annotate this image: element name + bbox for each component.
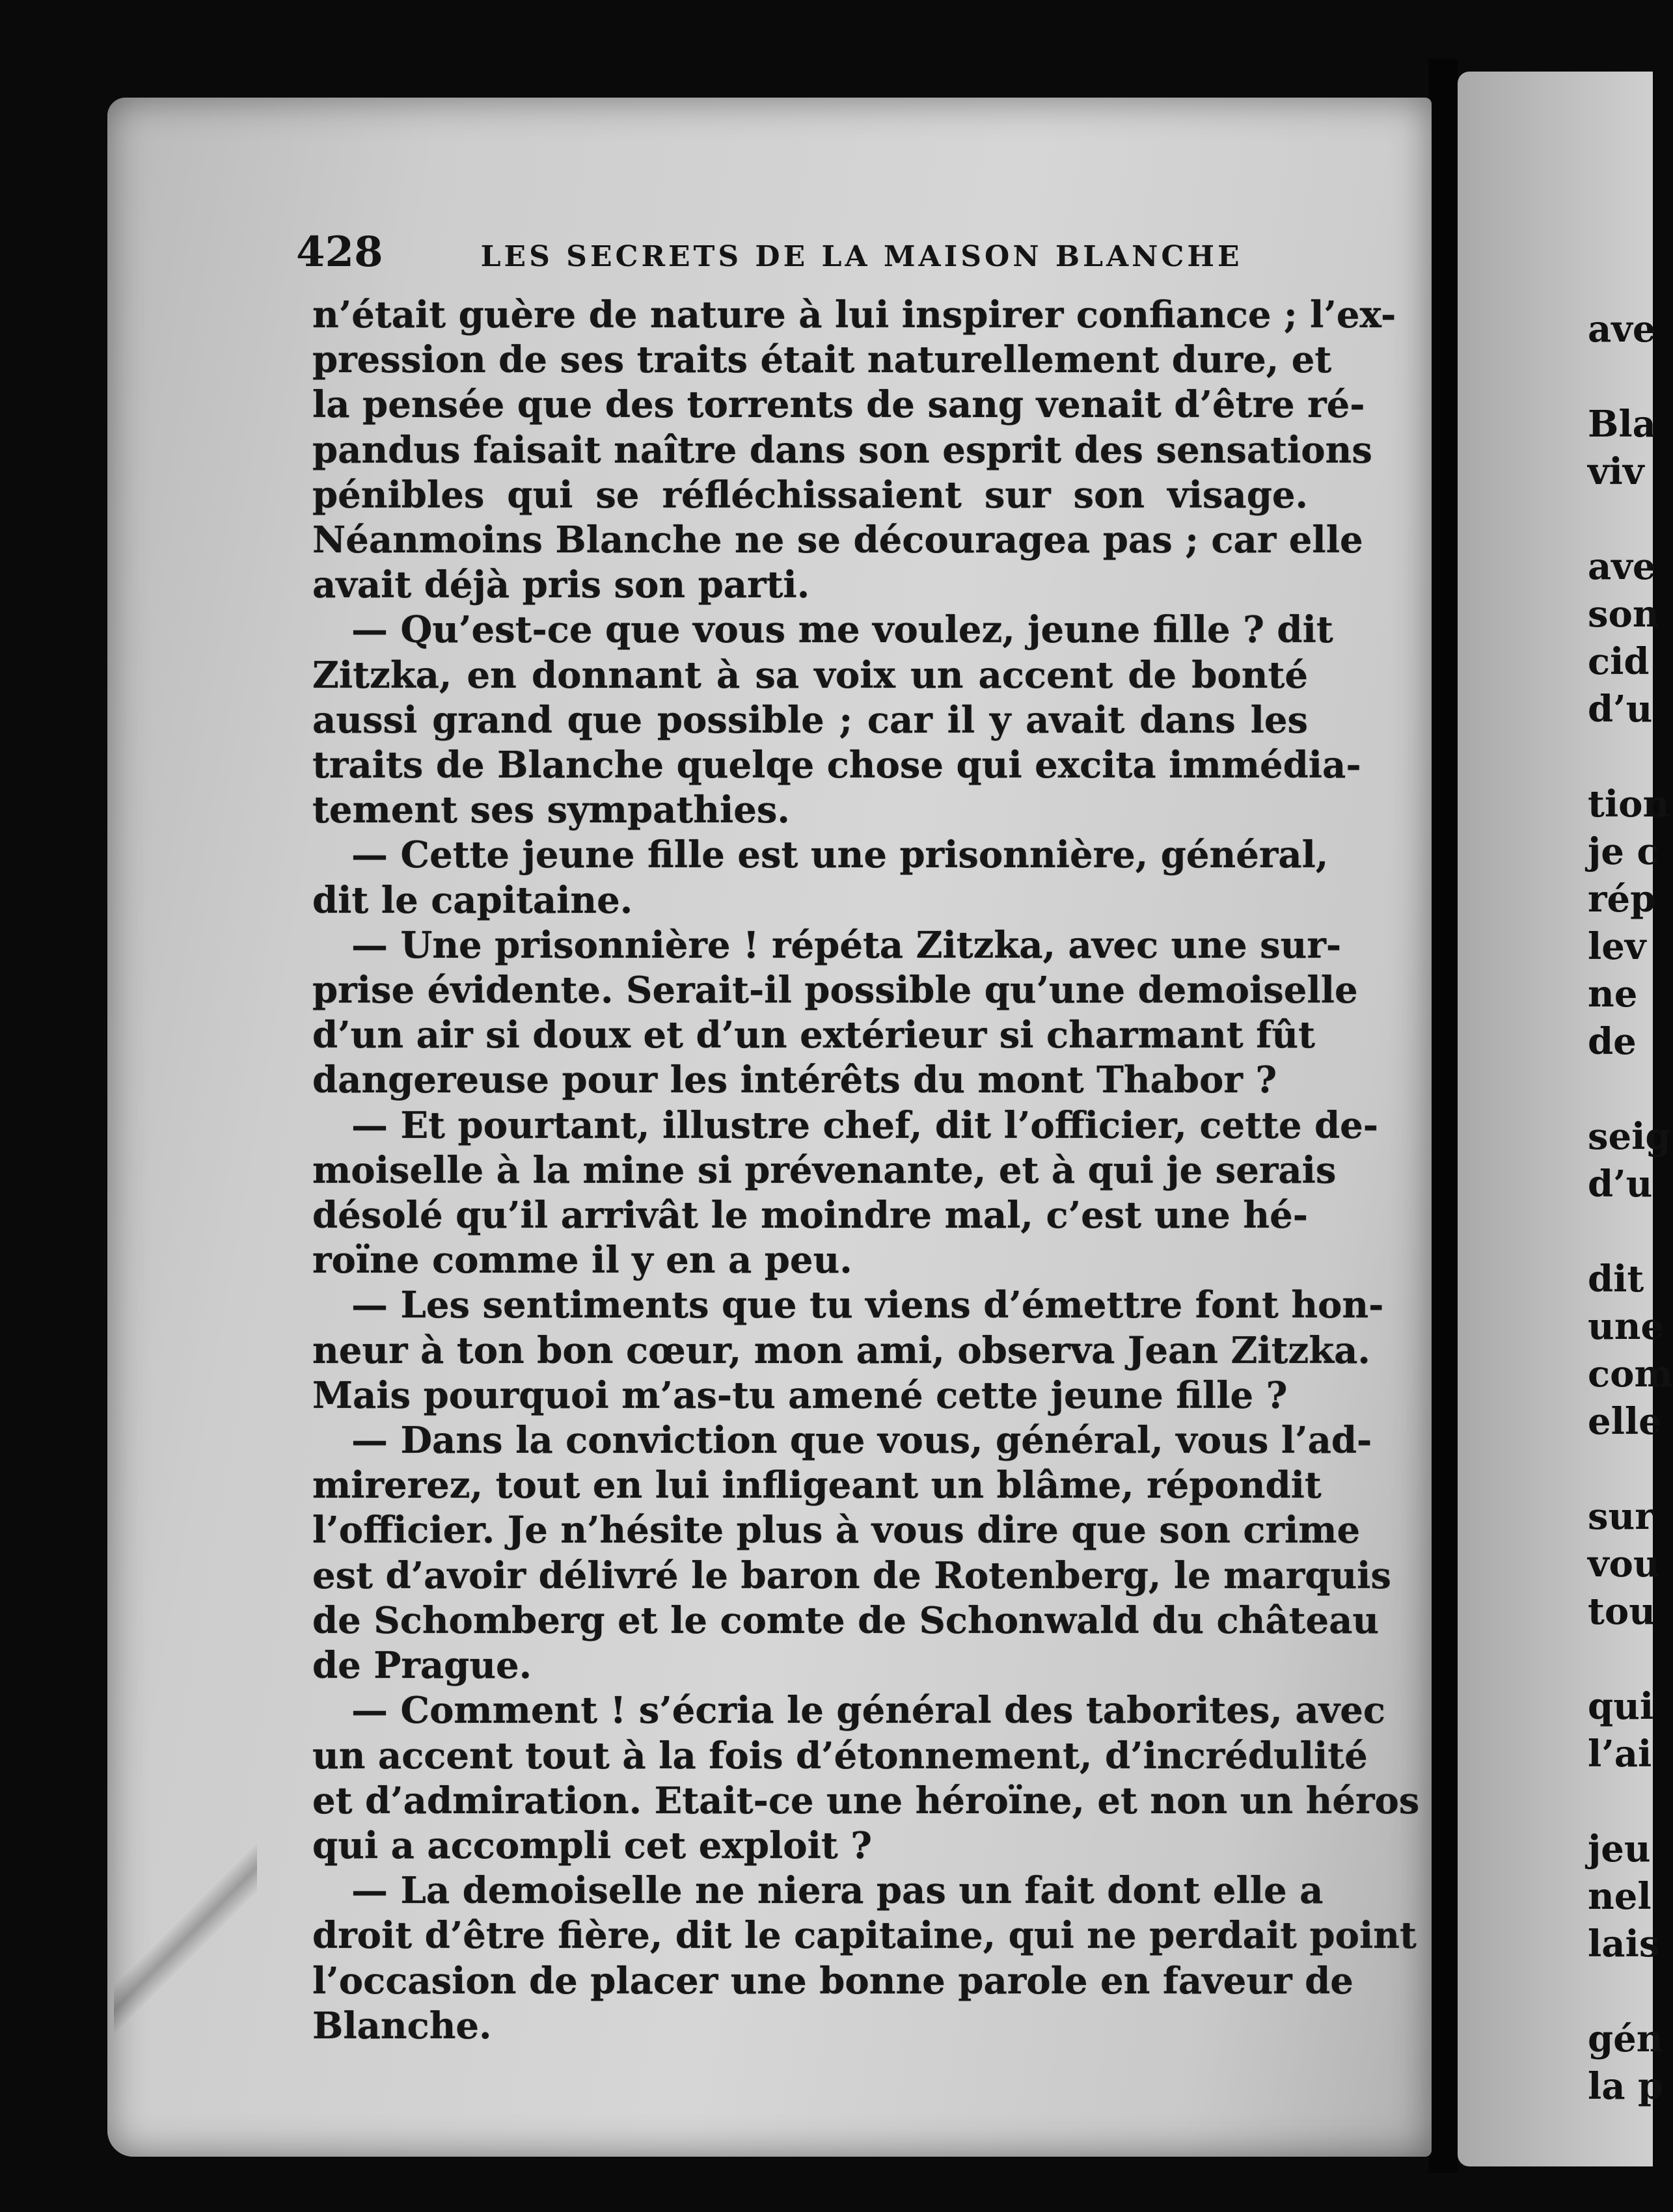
adjacent-text-fragment: d’u: [1588, 1163, 1653, 1206]
text-line: pénibles qui se réfléchissaient sur son visage.: [312, 473, 1308, 517]
text-line: pandus faisait naître dans son esprit des sensations: [312, 428, 1372, 472]
text-line: moiselle à la mine si prévenante, et à qui je serais: [312, 1148, 1337, 1192]
text-line: et d’admiration. Etait-ce une héroïne, et non un héros: [312, 1779, 1420, 1822]
book-spine-gutter: [1428, 59, 1458, 2173]
text-line: dit le capitaine.: [312, 878, 633, 922]
adjacent-text-fragment: ave: [1588, 308, 1656, 351]
text-line: roïne comme il y en a peu.: [312, 1239, 852, 1282]
adjacent-text-fragment: la p: [1588, 2065, 1664, 2108]
text-line: avait déjà pris son parti.: [312, 563, 810, 607]
running-title: LES SECRETS DE LA MAISON BLANCHE: [480, 240, 1243, 273]
adjacent-page: [1458, 72, 1673, 2166]
text-line: l’occasion de placer une bonne parole en faveur de: [312, 1959, 1353, 2003]
adjacent-text-fragment: son: [1588, 593, 1659, 636]
text-line: de Schomberg et le comte de Schonwald du château: [312, 1598, 1380, 1642]
adjacent-text-fragment: seig: [1588, 1115, 1671, 1158]
text-line: — Cette jeune fille est une prisonnière, général,: [351, 833, 1329, 877]
text-line: droit d’être fière, dit le capitaine, qui ne perdait point: [312, 1914, 1417, 1958]
text-line: tement ses sympathies.: [312, 789, 790, 832]
adjacent-text-fragment: d’u: [1588, 688, 1653, 731]
adjacent-text-fragment: gén: [1588, 2017, 1663, 2060]
adjacent-text-fragment: lev: [1588, 925, 1646, 968]
text-line: dangereuse pour les intérêts du mont Thabor ?: [312, 1059, 1277, 1102]
text-line: l’officier. Je n’hésite plus à vous dire que son crime: [312, 1509, 1361, 1552]
adjacent-page-text: [1588, 306, 1673, 2111]
adjacent-text-fragment: [1588, 1066, 1673, 1113]
adjacent-text-fragment: nel: [1588, 1875, 1652, 1918]
adjacent-text-fragment: [1588, 1208, 1673, 1256]
adjacent-text-fragment: [1588, 353, 1673, 401]
text-line: — La demoiselle ne niera pas un fait dont elle a: [351, 1869, 1324, 1913]
text-line: qui a accompli cet exploit ?: [312, 1824, 873, 1867]
adjacent-text-fragment: dit: [1588, 1258, 1644, 1301]
text-line: traits de Blanche quelqe chose qui excita immédia-: [312, 744, 1361, 787]
text-line: de Prague.: [312, 1644, 532, 1688]
adjacent-text-fragment: [1588, 496, 1673, 543]
text-line: — Qu’est-ce que vous me voulez, jeune fille ? dit: [351, 608, 1333, 652]
text-line: Néanmoins Blanche ne se découragea pas ; car elle: [312, 519, 1363, 562]
adjacent-text-fragment: vou: [1588, 1543, 1660, 1585]
text-line: mirerez, tout en lui infligeant un blâme, répondit: [312, 1464, 1322, 1507]
adjacent-text-fragment: [1588, 1968, 1673, 2016]
text-line: Zitzka, en donnant à sa voix un accent de bonté: [312, 653, 1308, 697]
body-text: [312, 293, 1420, 2049]
adjacent-text-fragment: Bla: [1588, 403, 1656, 446]
page-number: 428: [296, 228, 383, 276]
adjacent-text-fragment: [1588, 733, 1673, 781]
adjacent-text-fragment: l’ai: [1588, 1733, 1652, 1775]
adjacent-text-fragment: [1588, 1778, 1673, 1826]
text-line: — Les sentiments que tu viens d’émettre font hon-: [351, 1284, 1384, 1327]
adjacent-text-fragment: tou: [1588, 1590, 1655, 1633]
adjacent-text-fragment: qui: [1588, 1685, 1654, 1728]
text-line: un accent tout à la fois d’étonnement, d’incrédulité: [312, 1734, 1368, 1777]
text-line: n’était guère de nature à lui inspirer confiance ; l’ex-: [312, 293, 1396, 336]
text-line: neur à ton bon cœur, mon ami, observa Jean Zitzka.: [312, 1329, 1370, 1372]
text-line: — Une prisonnière ! répéta Zitzka, avec une sur-: [351, 923, 1342, 967]
adjacent-text-fragment: je c: [1588, 830, 1659, 873]
adjacent-text-fragment: com: [1588, 1353, 1673, 1396]
adjacent-text-fragment: rép: [1588, 878, 1656, 921]
adjacent-text-fragment: [1588, 1636, 1673, 1683]
text-line: désolé qu’il arrivât le moindre mal, c’est une hé-: [312, 1194, 1308, 1237]
adjacent-text-fragment: jeu: [1588, 1828, 1651, 1870]
adjacent-text-fragment: tion: [1588, 783, 1670, 826]
text-line: est d’avoir délivré le baron de Rotenberg, le marquis: [312, 1554, 1391, 1597]
text-line: — Comment ! s’écria le général des taborites, avec: [351, 1689, 1385, 1733]
adjacent-text-fragment: de: [1588, 1020, 1637, 1063]
text-line: — Et pourtant, illustre chef, dit l’officier, cette de-: [351, 1103, 1379, 1147]
adjacent-text-fragment: ave: [1588, 545, 1656, 588]
text-line: prise évidente. Serait-il possible qu’une demoiselle: [312, 969, 1358, 1012]
text-line: pression de ses traits était naturellement dure, et: [312, 338, 1332, 382]
adjacent-text-fragment: viv: [1588, 450, 1644, 493]
adjacent-text-fragment: sur: [1588, 1495, 1654, 1538]
page-header: [296, 228, 1337, 276]
adjacent-text-fragment: lais: [1588, 1922, 1660, 1965]
text-line: Blanche.: [312, 2004, 492, 2047]
page-fold-shadow: [114, 1757, 257, 2121]
text-line: d’un air si doux et d’un extérieur si charmant fût: [312, 1014, 1315, 1057]
text-line: Mais pourquoi m’as-tu amené cette jeune fille ?: [312, 1373, 1288, 1417]
text-line: — Dans la conviction que vous, général, vous l’ad-: [351, 1419, 1372, 1463]
text-line: la pensée que des torrents de sang venait d’être ré-: [312, 383, 1365, 427]
text-line: aussi grand que possible ; car il y avait dans les: [312, 698, 1308, 742]
adjacent-text-fragment: cid: [1588, 640, 1650, 683]
adjacent-text-fragment: [1588, 1446, 1673, 1493]
adjacent-text-fragment: une: [1588, 1305, 1665, 1348]
adjacent-text-fragment: elle: [1588, 1400, 1662, 1443]
adjacent-text-fragment: ne: [1588, 973, 1638, 1016]
